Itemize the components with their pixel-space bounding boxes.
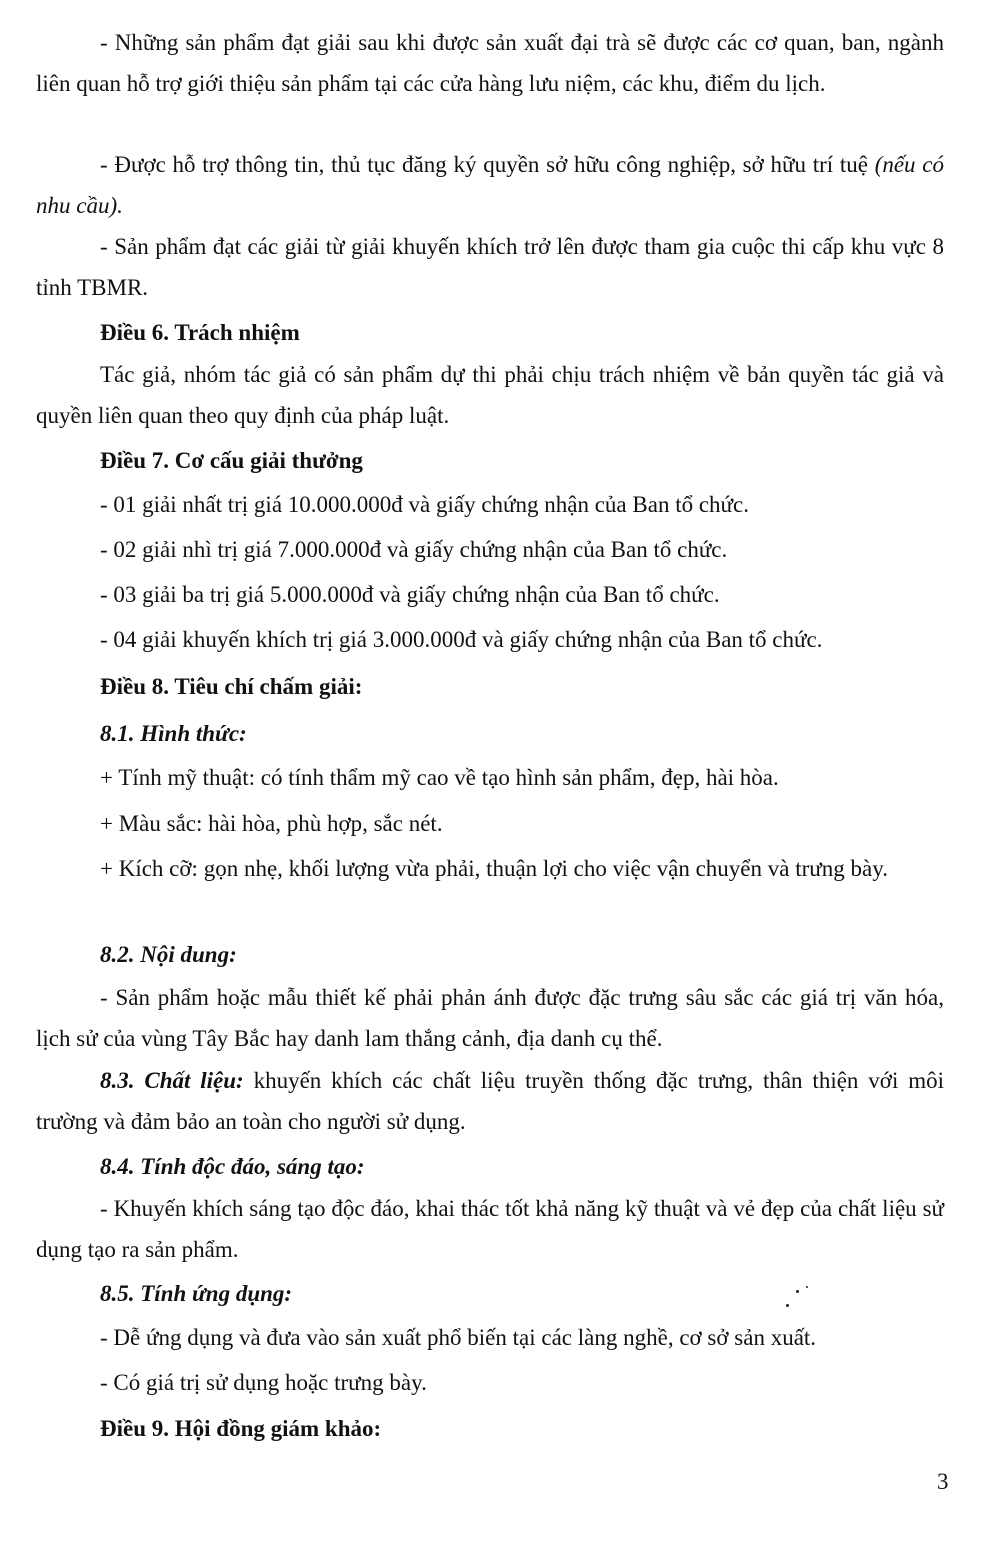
ip-support-note: (nếu có nhu cầu). [36, 152, 944, 218]
criteria-size: + Kích cỡ: gọn nhẹ, khối lượng vừa phải, thuận lợi cho việc vận chuyển và trưng bày. [100, 856, 888, 881]
heading-8-1: 8.1. Hình thức: [100, 721, 247, 746]
heading-8-4: 8.4. Tính độc đáo, sáng tạo: [100, 1154, 365, 1179]
heading-8-2: 8.2. Nội dung: [100, 942, 237, 967]
paragraph-responsibility: Tác giả, nhóm tác giả có sản phẩm dự thi phải chịu trách nhiệm về bản quyền tác giả và quyền liên quan theo quy định của pháp luật. [36, 362, 944, 428]
paragraph-product-promotion: - Những sản phẩm đạt giải sau khi được sản xuất đại trà sẽ được các cơ quan, ban, ngành liên quan hỗ trợ giới thiệu sản phẩm tại các cửa hàng lưu niệm, các khu, điểm du lịch. [36, 30, 944, 96]
criteria-aesthetics: + Tính mỹ thuật: có tính thẩm mỹ cao về tạo hình sản phẩm, đẹp, hài hòa. [100, 765, 779, 790]
paragraph-creativity-criteria: - Khuyến khích sáng tạo độc đáo, khai thác tốt khả năng kỹ thuật và vẻ đẹp của chất liệu sử dụng tạo ra sản phẩm. [36, 1196, 944, 1262]
criteria-color: + Màu sắc: hài hòa, phù hợp, sắc nét. [100, 811, 443, 836]
scan-speck-3 [806, 1286, 808, 1288]
heading-dieu-7: Điều 7. Cơ cấu giải thưởng [100, 448, 363, 473]
heading-8-5: 8.5. Tính ứng dụng: [100, 1281, 293, 1306]
heading-dieu-6: Điều 6. Trách nhiệm [100, 320, 300, 345]
paragraph-regional-contest: - Sản phẩm đạt các giải từ giải khuyến khích trở lên được tham gia cuộc thi cấp khu vực 8 tỉnh TBMR. [36, 234, 944, 300]
scan-speck-1 [796, 1290, 799, 1293]
prize-second: - 02 giải nhì trị giá 7.000.000đ và giấy chứng nhận của Ban tổ chức. [100, 537, 728, 562]
paragraph-material-criteria [36, 1060, 944, 1142]
heading-dieu-9: Điều 9. Hội đồng giám khảo: [100, 1416, 382, 1441]
ip-support-text: - Được hỗ trợ thông tin, thủ tục đăng ký quyền sở hữu công nghiệp, sở hữu trí tuệ [100, 152, 875, 177]
material-label: 8.3. Chất liệu: [100, 1068, 244, 1093]
page-number: 3 [937, 1469, 949, 1494]
scan-speck-2 [786, 1304, 789, 1307]
paragraph-ip-support [36, 144, 944, 226]
heading-dieu-8: Điều 8. Tiêu chí chấm giải: [100, 674, 363, 699]
prize-first: - 01 giải nhất trị giá 10.000.000đ và giấy chứng nhận của Ban tổ chức. [100, 492, 749, 517]
prize-consolation: - 04 giải khuyến khích trị giá 3.000.000đ và giấy chứng nhận của Ban tổ chức. [100, 627, 823, 652]
material-text: khuyến khích các chất liệu truyền thống đặc trưng, thân thiện với môi trường và đảm bảo an toàn cho người sử dụng. [36, 1068, 944, 1134]
prize-third: - 03 giải ba trị giá 5.000.000đ và giấy chứng nhận của Ban tổ chức. [100, 582, 720, 607]
paragraph-content-criteria: - Sản phẩm hoặc mẫu thiết kế phải phản ánh được đặc trưng sâu sắc các giá trị văn hóa, lịch sử của vùng Tây Bắc hay danh lam thắng cảnh, địa danh cụ thể. [36, 985, 944, 1051]
application-item-2: - Có giá trị sử dụng hoặc trưng bày. [100, 1370, 427, 1395]
application-item-1: - Dễ ứng dụng và đưa vào sản xuất phổ biến tại các làng nghề, cơ sở sản xuất. [100, 1325, 817, 1350]
